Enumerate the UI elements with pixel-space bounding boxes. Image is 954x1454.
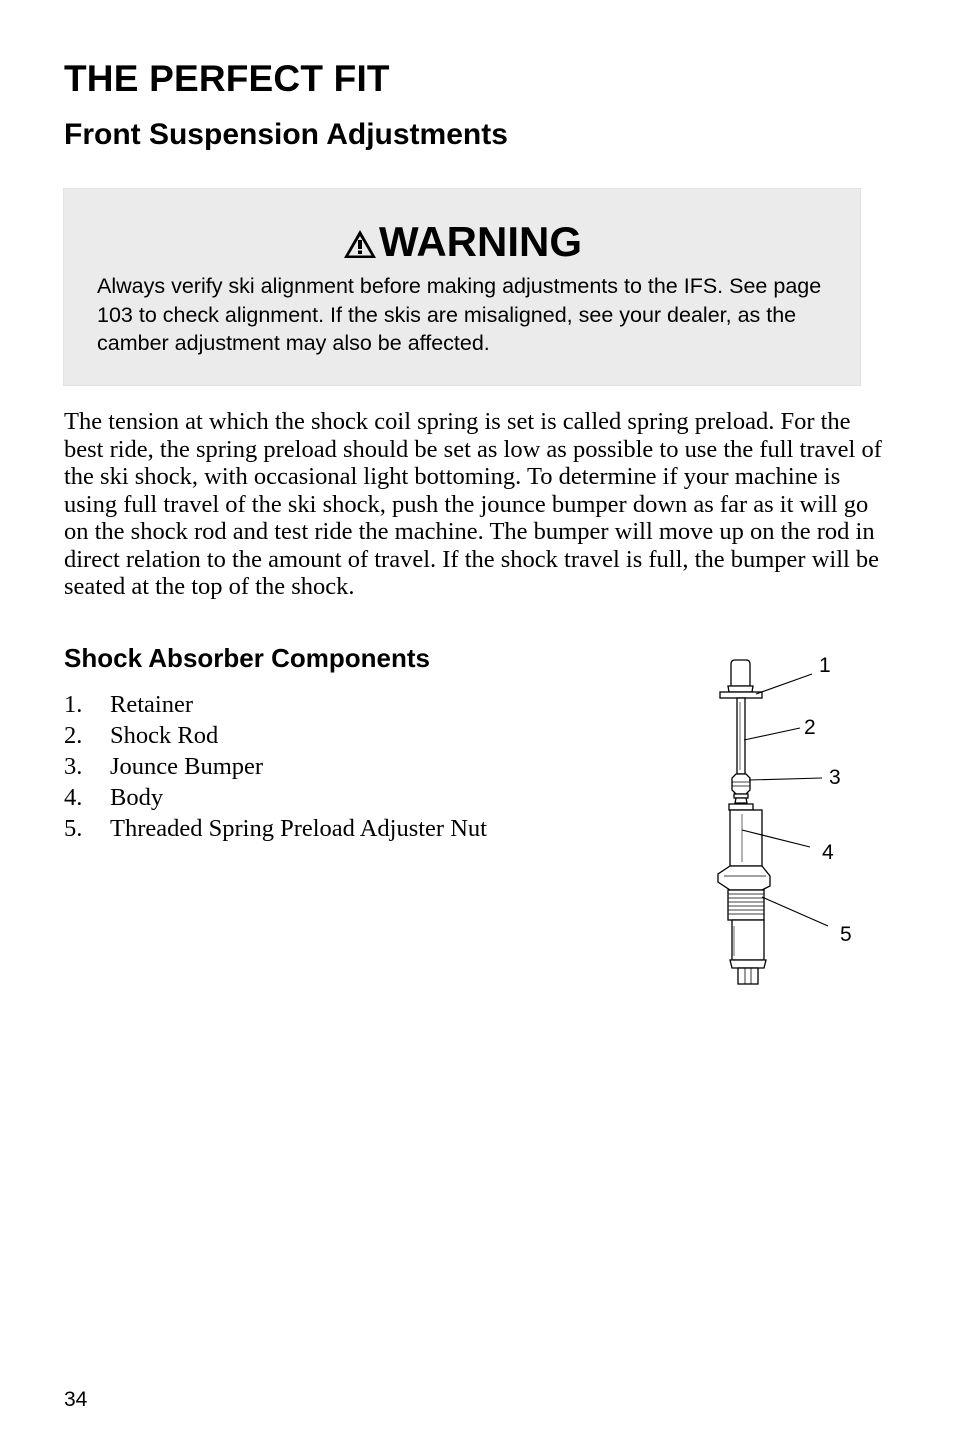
list-item-number: 5. (64, 815, 83, 842)
list-item (64, 782, 487, 813)
list-item (64, 689, 487, 720)
callout-3: 3 (829, 766, 841, 789)
callout-5: 5 (840, 923, 852, 946)
callout-4: 4 (822, 841, 834, 864)
callout-1: 1 (819, 654, 831, 677)
list-item-number: 1. (64, 691, 83, 718)
components-list (64, 689, 487, 844)
page-number: 34 (64, 1388, 88, 1411)
list-item (64, 720, 487, 751)
warning-triangle-icon (342, 228, 378, 260)
list-item-number: 4. (64, 784, 83, 811)
page-title: THE PERFECT FIT (64, 58, 390, 99)
shock-absorber-drawing (700, 650, 870, 1000)
list-item-label: Body (110, 784, 164, 811)
shock-absorber-illustration (700, 650, 870, 1000)
warning-text: Always verify ski alignment before making adjustments to the IFS. See page 103 to check alignment. If the skis are misaligned, see your dealer, as the camber adjustment may also be affected. (97, 274, 822, 355)
list-item-number: 2. (64, 722, 83, 749)
body-paragraph: The tension at which the shock coil spring is set is called spring preload. For the best ride, the spring preload should be set as low as possible to use the full travel of the ski shock, with occasional light bottoming. To determine if your machine is using full travel of the ski shock, push the jounce bumper down as far as it will go on the shock rod and test ride the machine. The bumper will move up on the rod in direct relation to the amount of travel. If the shock travel is full, the bumper will be seated at the top of the shock. (64, 408, 882, 600)
list-item (64, 751, 487, 782)
list-item-label: Jounce Bumper (110, 753, 264, 780)
list-item (64, 813, 487, 844)
section-subtitle: Front Suspension Adjustments (64, 118, 508, 151)
warning-heading (64, 217, 860, 267)
warning-box (63, 188, 861, 386)
list-item-label: Threaded Spring Preload Adjuster Nut (110, 815, 487, 842)
components-heading: Shock Absorber Components (64, 643, 430, 673)
list-item-label: Shock Rod (110, 722, 219, 749)
list-item-label: Retainer (110, 691, 193, 718)
callout-2: 2 (804, 716, 816, 739)
warning-label: WARNING (379, 218, 582, 265)
list-item-number: 3. (64, 753, 83, 780)
